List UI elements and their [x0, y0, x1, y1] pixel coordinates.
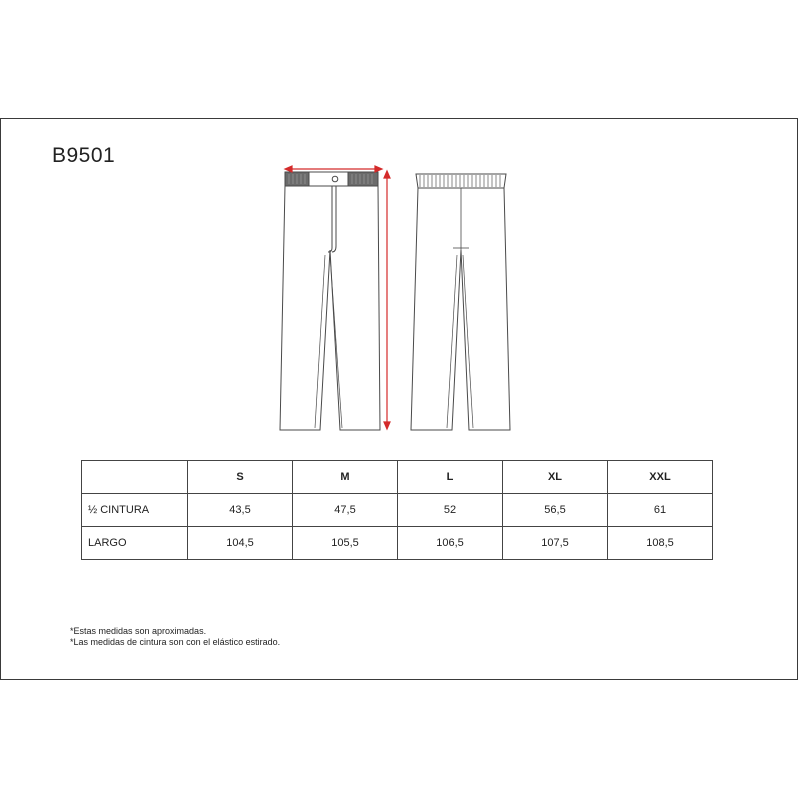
table-cell: 106,5 [398, 527, 503, 560]
size-column-l: L [398, 461, 503, 494]
table-cell: 105,5 [293, 527, 398, 560]
front-button [332, 176, 338, 182]
table-cell: 61 [608, 494, 713, 527]
footnote-waist-elastic: *Las medidas de cintura son con el elástico estirado. [70, 637, 281, 647]
size-table-corner [82, 461, 188, 494]
product-code: B9501 [52, 144, 116, 167]
size-header-row [82, 461, 713, 494]
length-arrow-bottom [384, 422, 390, 429]
trousers-front-view [280, 172, 380, 430]
table-cell: 56,5 [503, 494, 608, 527]
size-column-s: S [188, 461, 293, 494]
footnotes [70, 626, 280, 648]
front-legs-outline [280, 186, 380, 430]
footnote-approximate: *Estas medidas son aproximadas. [70, 626, 207, 636]
table-cell: 52 [398, 494, 503, 527]
back-waistband [416, 174, 506, 188]
row-label-length: LARGO [82, 527, 188, 560]
table-row [82, 527, 713, 560]
size-table [81, 460, 713, 560]
trousers-technical-drawing [270, 160, 540, 440]
size-column-xl: XL [503, 461, 608, 494]
size-column-m: M [293, 461, 398, 494]
trousers-back-view [411, 174, 510, 430]
back-legs-outline [411, 188, 510, 430]
table-row [82, 494, 713, 527]
waist-arrow-right [375, 166, 382, 172]
front-elastic-right [348, 172, 378, 186]
waist-arrow-left [285, 166, 292, 172]
table-cell: 47,5 [293, 494, 398, 527]
length-arrow-top [384, 171, 390, 178]
row-label-half-waist: ½ CINTURA [82, 494, 188, 527]
size-column-xxl: XXL [608, 461, 713, 494]
table-cell: 43,5 [188, 494, 293, 527]
table-cell: 107,5 [503, 527, 608, 560]
table-cell: 104,5 [188, 527, 293, 560]
table-cell: 108,5 [608, 527, 713, 560]
